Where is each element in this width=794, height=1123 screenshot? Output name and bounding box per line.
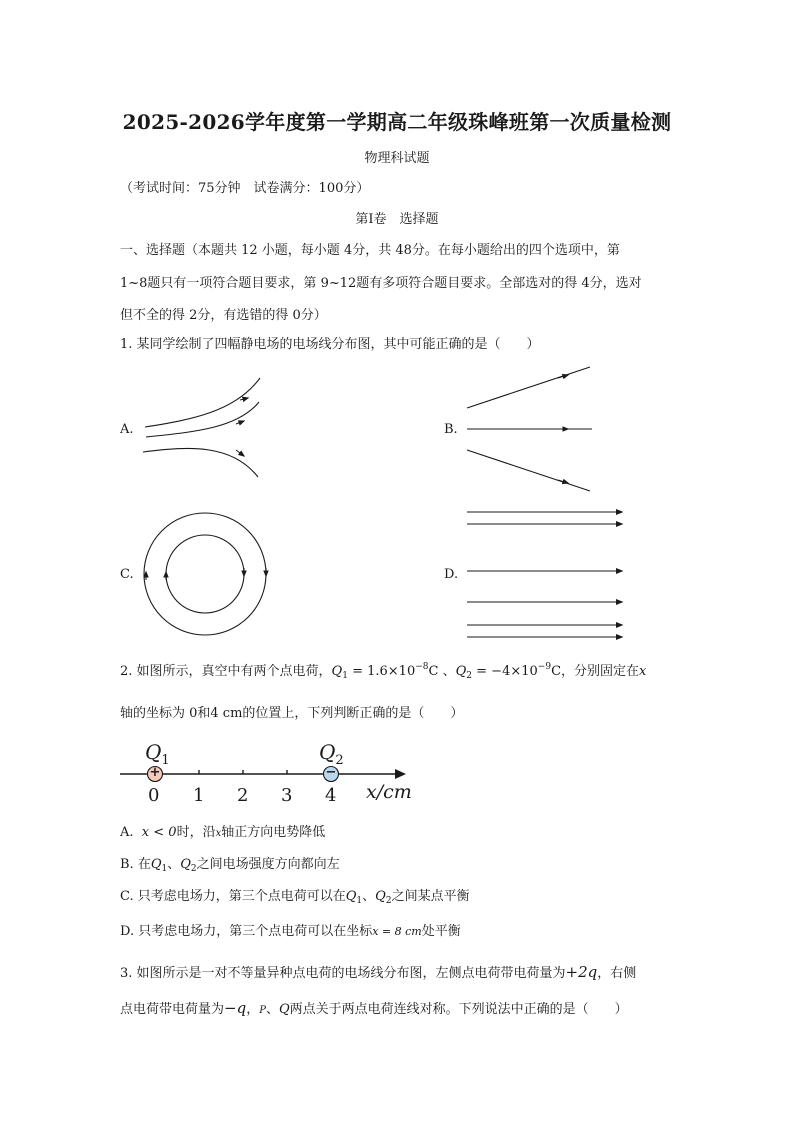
q2-stem-line-1: 2. 如图所示，真空中有两个点电荷，$Q_1 = 1.6\times 10^{-8}C$ 、$Q_2 = -4\times 10^{-9}C$，分别固定在x	[120, 662, 647, 681]
axis-tick-0: 0	[148, 785, 160, 806]
q1-charge-label: $Q_1$	[145, 740, 170, 768]
exam-subtitle: 物理科试题	[364, 151, 430, 166]
q2-option-b: B. 在$Q_1$、$Q_2$之间电场强度方向都向左	[120, 857, 340, 874]
q1-option-d-label: D.	[444, 567, 459, 582]
q1-option-c-label: C.	[120, 567, 134, 582]
axis-tick-4: 4	[325, 785, 337, 806]
q1-option-a-label: A.	[120, 422, 134, 437]
q2-stem-line-2: 轴的坐标为 0和4 cm的位置上，下列判断正确的是（ ）	[120, 706, 464, 721]
axis-tick-1: 1	[193, 785, 205, 806]
axis-tick-3: 3	[281, 785, 293, 806]
q2-charge-label: $Q_2$	[319, 740, 344, 768]
q1-charge-plus-sign: +	[149, 765, 161, 780]
q2-option-d: D. 只考虑电场力，第三个点电荷可以在坐标x = 8 cm处平衡	[120, 924, 461, 939]
exam-title: 2025-2026学年度第一学期高二年级珠峰班第一次质量检测	[122, 110, 672, 134]
q3-stem-line-1: 3. 如图所示是一对不等量异种点电荷的电场线分布图，左侧点电荷带电荷量为+2q，右侧	[120, 963, 637, 981]
axis-tick-2: 2	[237, 785, 249, 806]
exam-info: （考试时间：75分钟 试卷满分：100分）	[120, 181, 370, 196]
instructions-line-2: 1~8题只有一项符合题目要求，第 9~12题有多项符合题目要求。全部选对的得 4分，选对	[120, 276, 642, 291]
q1-option-b-label: B.	[444, 422, 458, 437]
section-title: 第Ⅰ卷 选择题	[355, 212, 439, 227]
q3-stem-line-2: 点电荷带电荷量为−q，P、Q两点关于两点电荷连线对称。下列说法中正确的是（ ）	[120, 999, 628, 1017]
q2-charge-minus-sign: −	[325, 765, 337, 780]
instructions-line-3: 但不全的得 2分，有选错的得 0分）	[120, 308, 327, 323]
q1-stem: 1. 某同学绘制了四幅静电场的电场线分布图，其中可能正确的是（ ）	[120, 337, 540, 352]
q2-option-a: A. x < 0时，沿x轴正方向电势降低	[120, 825, 326, 840]
axis-label: x/cm	[366, 781, 412, 803]
q2-option-c: C. 只考虑电场力，第三个点电荷可以在$Q_1$、$Q_2$之间某点平衡	[120, 889, 470, 906]
instructions-line-1: 一、选择题（本题共 12 小题，每小题 4分，共 48分。在每小题给出的四个选项中，第	[120, 243, 620, 258]
